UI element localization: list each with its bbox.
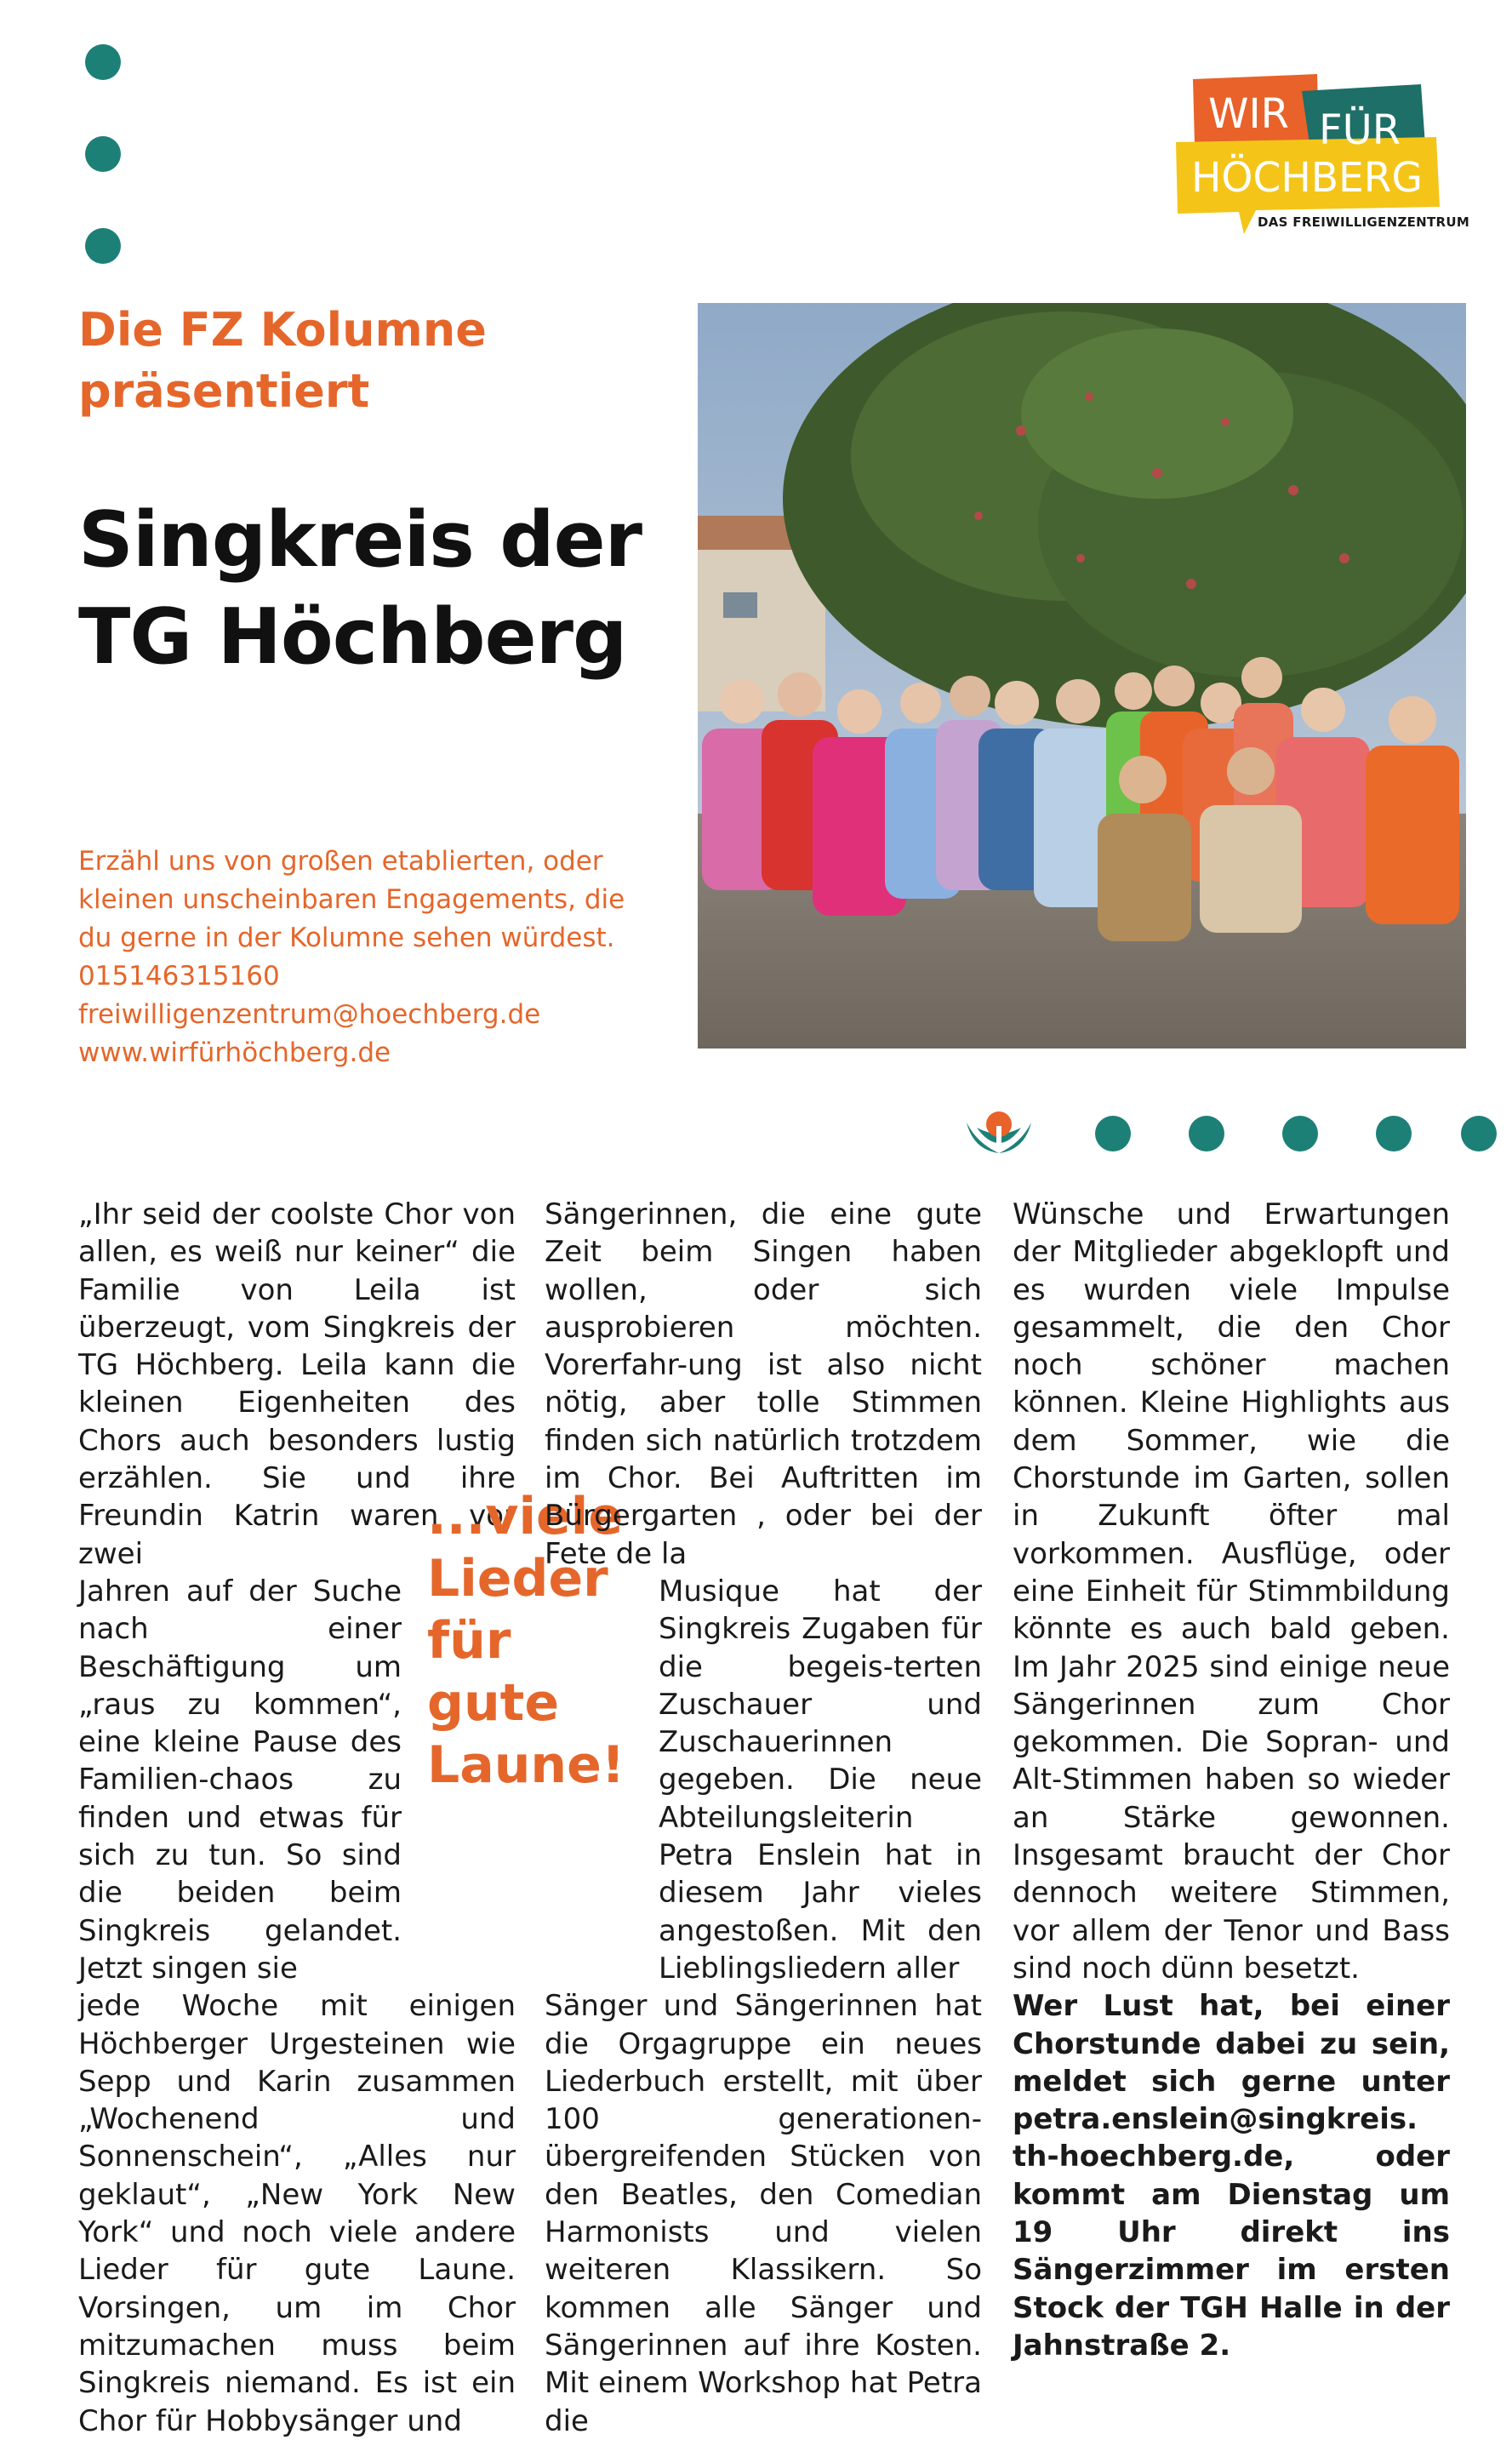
logo-word-fuer: FÜR [1319, 106, 1401, 154]
contact-text: kleinen unscheinbaren Engagements, die [78, 884, 625, 915]
decorative-dot [1376, 1116, 1412, 1151]
lotus-icon [965, 1111, 1033, 1157]
wir-fuer-hoechberg-logo [1174, 72, 1455, 238]
article-paragraph: „Ihr seid der coolste Chor von allen, es weiß nur keiner“ die Familie von Leila ist überzeugt, vom Singkreis der TG Höchberg. Leila kann die kleinen Eigenheiten des Chors auch besonders lustig erzählen. Sie und ihre Freundin Katrin waren vor zwei [78, 1197, 516, 1571]
decorative-dot [1282, 1116, 1318, 1151]
article-paragraph: jede Woche mit einigen Höchberger Urgesteinen wie Sepp und Karin zusammen „Wochenend und Sonnenschein“, „Alles nur geklaut“, „New York New York“ und noch viele andere Lieder für gute Laune. Vorsingen, um im Chor mitzumachen muss beim Singkreis niemand. Es ist ein Chor für Hobbysänger und [78, 1989, 516, 2438]
contact-text: Erzähl uns von großen etablierten, oder [78, 846, 603, 877]
decorative-dot [1095, 1116, 1131, 1151]
decorative-dot [85, 136, 121, 172]
decorative-dot [85, 44, 121, 80]
article-column-2 [545, 1196, 982, 2440]
call-to-action: Wer Lust hat, bei einer Chorstunde dabei zu sein, meldet sich gerne unter petra.enslein@singkreis. th-hoechberg.de, oder kommt am Dienstag um 19 Uhr direkt ins Sängerzimmer im ersten Stock der TGH Halle in der Jahnstraße 2. [1013, 1989, 1450, 2363]
contact-box [78, 843, 625, 1072]
article-paragraph: Sänger und Sängerinnen hat die Orgagruppe ein neues Liederbuch erstellt, mit über 100 generationen-übergreifenden Stücken von den Beatles, den Comedian Harmonists und vielen weiteren Klassikern. So kommen alle Sänger und Sängerinnen auf ihre Kosten. Mit einem Workshop hat Petra die [545, 1989, 982, 2438]
choir-group-photo [698, 303, 1466, 1049]
contact-email[interactable]: freiwilligenzentrum@hoechberg.de [78, 999, 541, 1030]
page-title [78, 492, 657, 686]
decorative-dot [1189, 1116, 1224, 1151]
contact-website[interactable]: www.wirfürhöchberg.de [78, 1037, 391, 1068]
logo-word-hoechberg: HÖCHBERG [1191, 154, 1423, 202]
article-column-3 [1013, 1196, 1450, 2364]
title-line: TG Höchberg [78, 592, 627, 682]
article-paragraph: Wünsche und Erwartungen der Mitglieder abgeklopft und es wurden viele Impulse gesammelt, die den Chor noch schöner machen können. Kleine Highlights aus dem Sommer, wie die Chorstunde im Garten, sollen in Zukunft öfter mal vorkommen. Ausflüge, oder eine Einheit für Stimmbildung könnte es auch bald geben. Im Jahr 2025 sind einige neue Sängerinnen zum Chor gekommen. Die Sopran- und Alt-Stimmen haben so wieder an Stärke gewonnen. Insgesamt braucht der Chor dennoch weitere Stimmen, vor allem der Tenor und Bass sind noch dünn besetzt. [1013, 1197, 1450, 1986]
article-paragraph: Musique hat der Singkreis Zugaben für die begeis-terten Zuschauer und Zuschauerinnen gegeben. Die neue Abteilungsleiterin Petra Enslein hat in diesem Jahr vieles angestoßen. Mit den Lieblingsliedern aller [659, 1574, 982, 1986]
contact-phone: 015146315160 [78, 961, 280, 991]
article-column-1 [78, 1196, 516, 2440]
column-kicker [78, 300, 521, 422]
decorative-dot [1461, 1116, 1497, 1151]
decorative-dot [85, 228, 121, 264]
contact-text: du gerne in der Kolumne sehen würdest. [78, 923, 615, 953]
kicker-line: Die FZ Kolumne [78, 303, 487, 357]
title-line: Singkreis der [78, 495, 642, 585]
article-paragraph: Sängerinnen, die eine gute Zeit beim Singen haben wollen, oder sich ausprobieren möchten. Vorerfahr-ung ist also nicht nötig, aber tolle Stimmen finden sich natürlich trotzdem im Chor. Bei Auftritten im Bürgergarten , oder bei der Fete de la [545, 1197, 982, 1571]
kicker-line: präsentiert [78, 364, 370, 418]
article-paragraph: Jahren auf der Suche nach einer Beschäftigung um „raus zu kommen“, eine kleine Pause des Familien-chaos zu finden und etwas für sich zu tun. So sind die beiden beim Singkreis gelandet. Jetzt singen sie [78, 1574, 402, 1986]
logo-word-wir: WIR [1208, 90, 1289, 138]
pull-quote: ...viele Lieder für gute Laune! [427, 1487, 625, 1795]
logo-subtitle: DAS FREIWILLIGENZENTRUM [1258, 214, 1470, 230]
